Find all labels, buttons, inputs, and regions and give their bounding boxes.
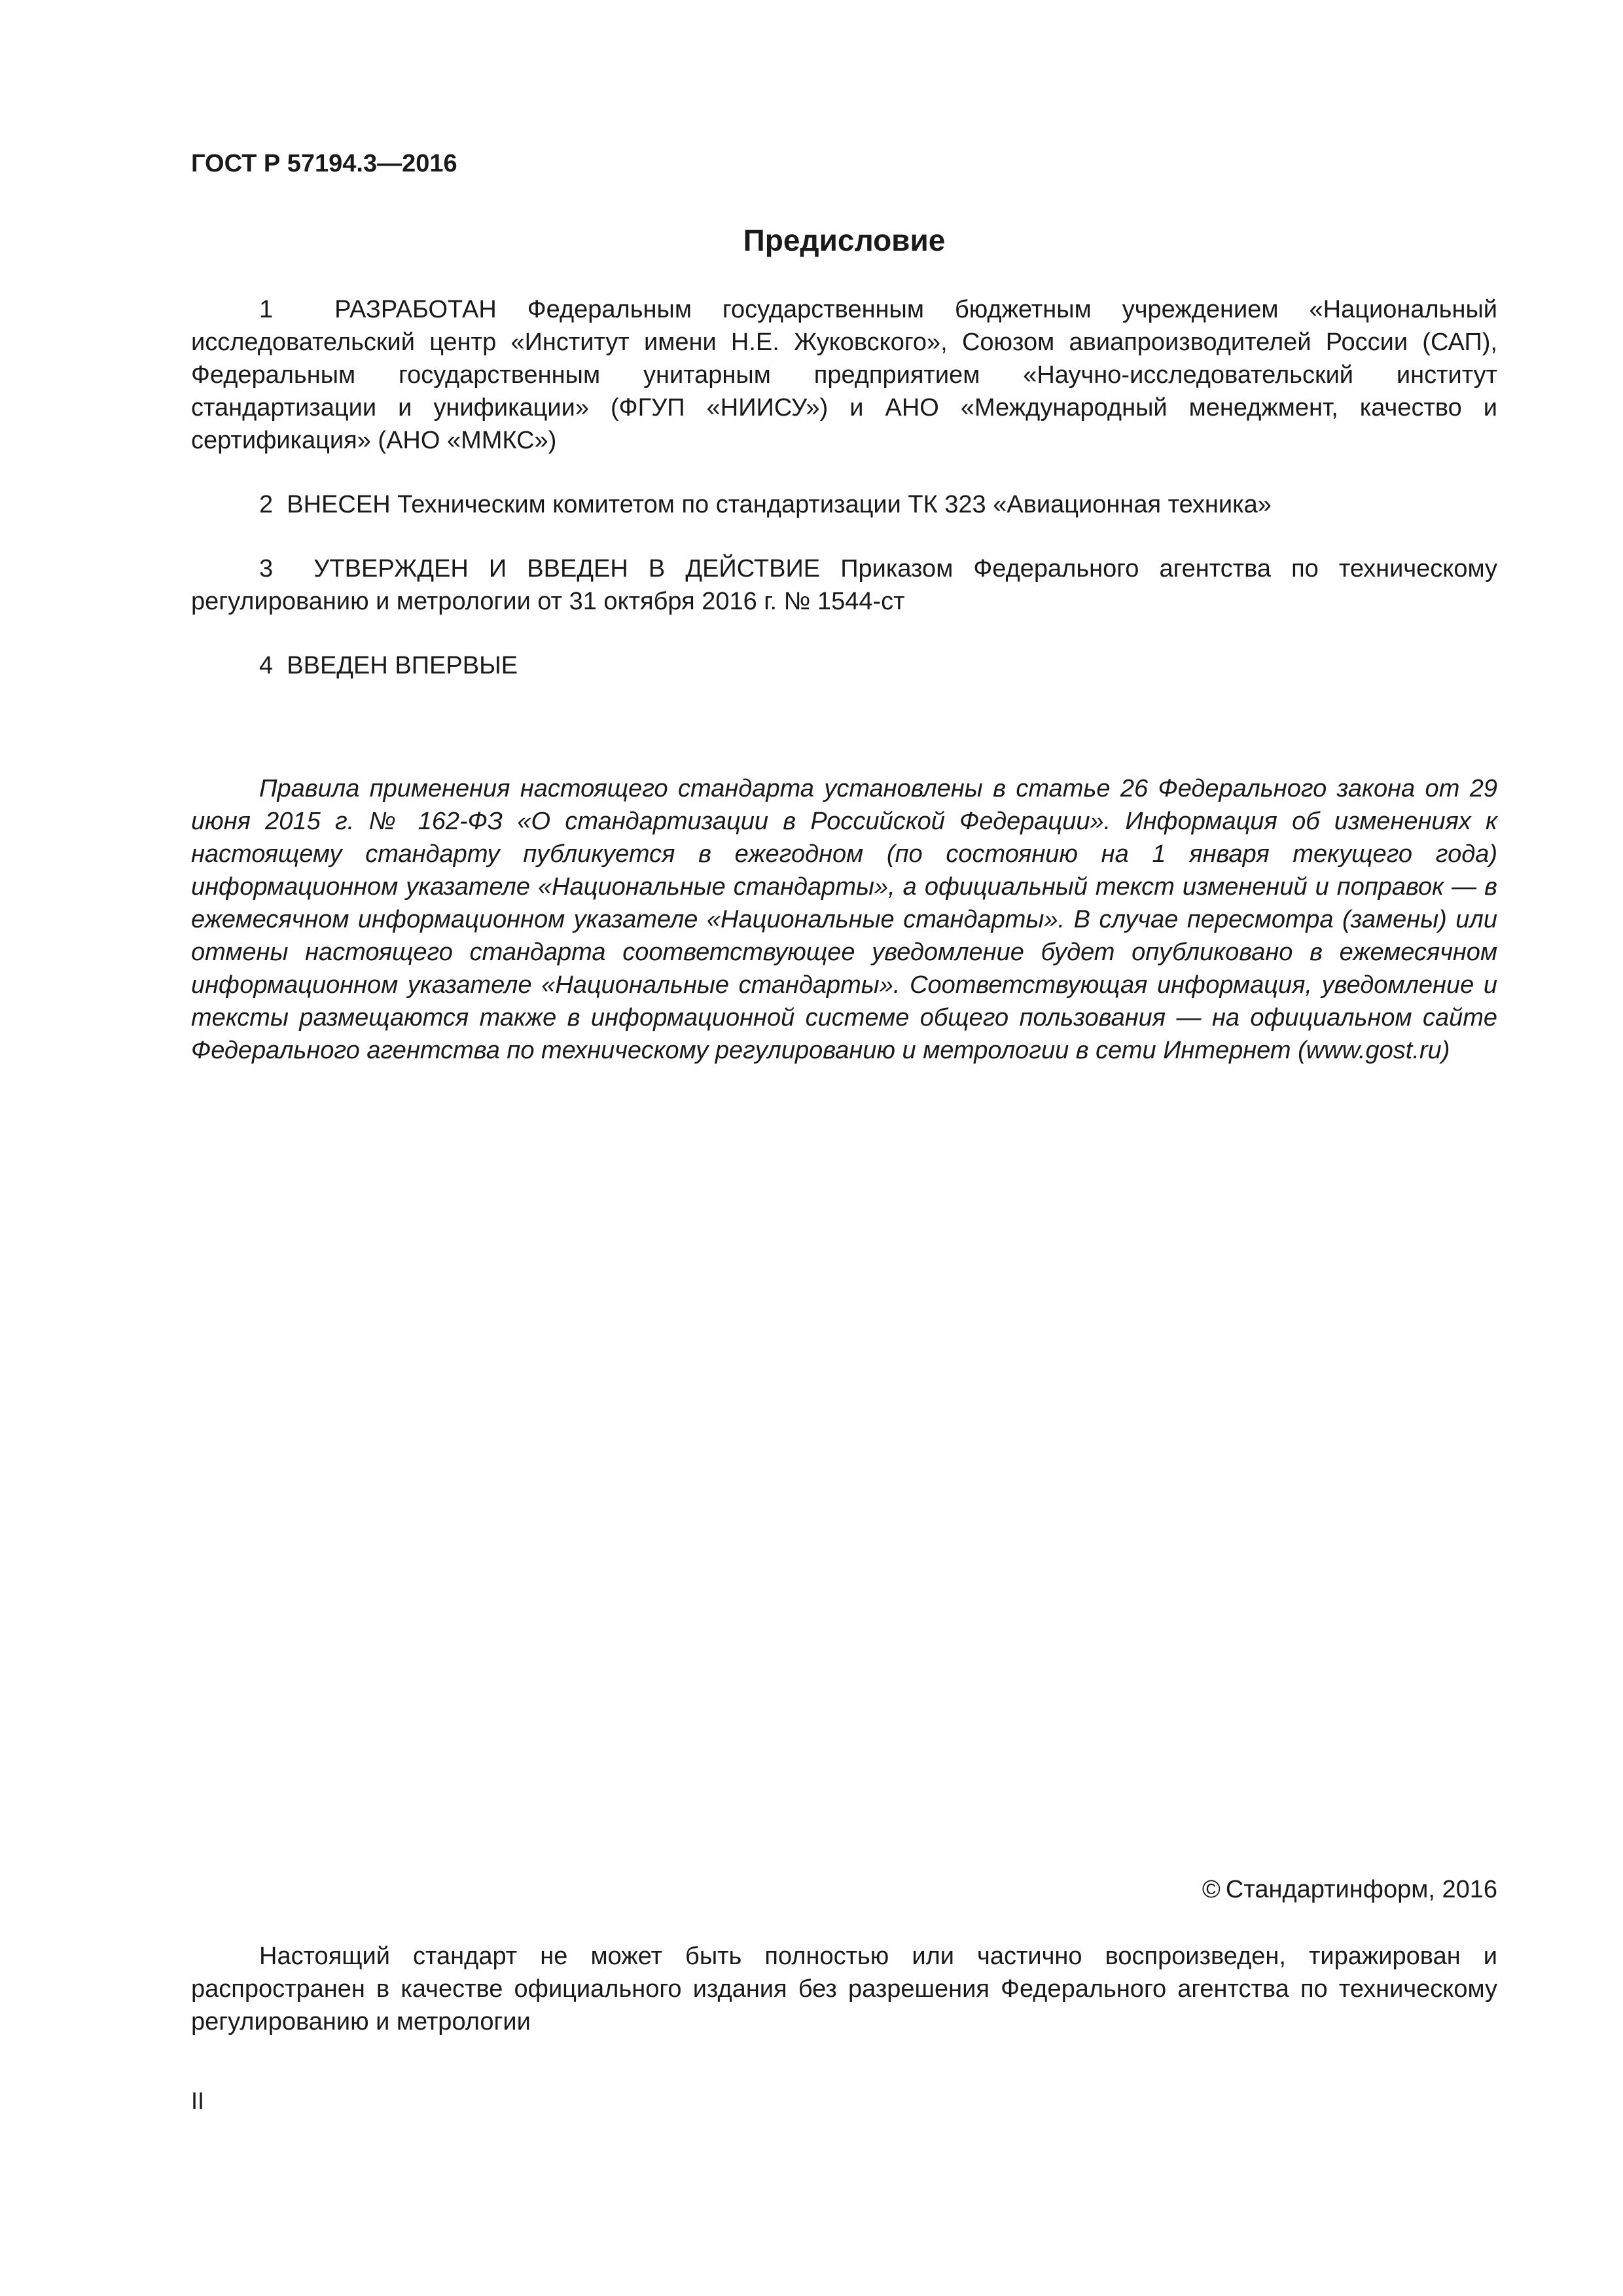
foreword-item-1	[191, 293, 1497, 457]
foreword-item-3	[191, 552, 1497, 618]
item-number: 1	[259, 296, 274, 323]
notice-text: Настоящий стандарт не может быть полностью или частично воспроизведен, тиражирован и распространен в качестве официального издания без разрешения Федерального агентства по техническому регулированию и метрологии	[191, 1943, 1497, 2036]
item-text: Техническим комитетом по стандартизации ТК 323 «Авиационная техника»	[397, 491, 1272, 518]
page-number: II	[191, 2087, 205, 2114]
rules-text: Правила применения настоящего стандарта установлены в статье 26 Федерального закона от 29 июня 2015 г. № 162-ФЗ «О стандартизации в Российской Федерации». Информация об изменениях к настоящему стандарту публикуется в ежегодном (по состоянию на 1 января текущего года) информационном указателе «Национальные стандарты», а официальный текст изменений и поправок — в ежемесячном информационном указателе «Национальные стандарты». В случае пересмотра (замены) или отмены настоящего стандарта соответствующее уведомление будет опубликовано в ежемесячном информационном указателе «Национальные стандарты». Соответствующая информация, уведомление и тексты размещаются также в информационной системе общего пользования — на официальном сайте Федерального агентства по техническому регулированию и метрологии в сети Интернет (www.gost.ru)	[191, 775, 1497, 1064]
page-title: Предисловие	[743, 223, 946, 257]
item-number: 3	[259, 555, 274, 583]
item-number: 4	[259, 652, 274, 679]
item-text: Федеральным государственным бюджетным учреждением «Национальный исследовательский центр «Институт имени Н.Е. Жуковского», Союзом авиапроизводителей России (САП), Федеральным государственным унитарным предприятием «Научно-исследовательский институт стандартизации и унификации» (ФГУП «НИИСУ») и АНО «Международный менеджмент, качество и сертификация» (АНО «ММКС»)	[191, 296, 1497, 454]
rules-of-application	[191, 772, 1497, 1067]
item-lead: УТВЕРЖДЕН И ВВЕДЕН В ДЕЙСТВИЕ	[313, 555, 821, 583]
copyright	[1202, 1874, 1497, 1905]
item-lead: ВНЕСЕН	[287, 491, 391, 518]
item-lead: ВВЕДЕН ВПЕРВЫЕ	[287, 652, 518, 679]
copyright-icon: ©	[1202, 1876, 1221, 1903]
reproduction-notice	[191, 1940, 1497, 2038]
item-lead: РАЗРАБОТАН	[334, 296, 497, 323]
foreword-item-2	[191, 488, 1497, 521]
item-text: Приказом Федерального агентства по техническому регулированию и метрологии от 31 октября 2016 г. № 1544-ст	[191, 555, 1498, 615]
standard-code: ГОСТ Р 57194.3—2016	[191, 150, 457, 177]
copyright-text: Стандартинформ, 2016	[1225, 1876, 1497, 1903]
foreword-items	[191, 293, 1497, 682]
item-number: 2	[259, 491, 274, 518]
foreword-item-4	[191, 649, 1497, 682]
